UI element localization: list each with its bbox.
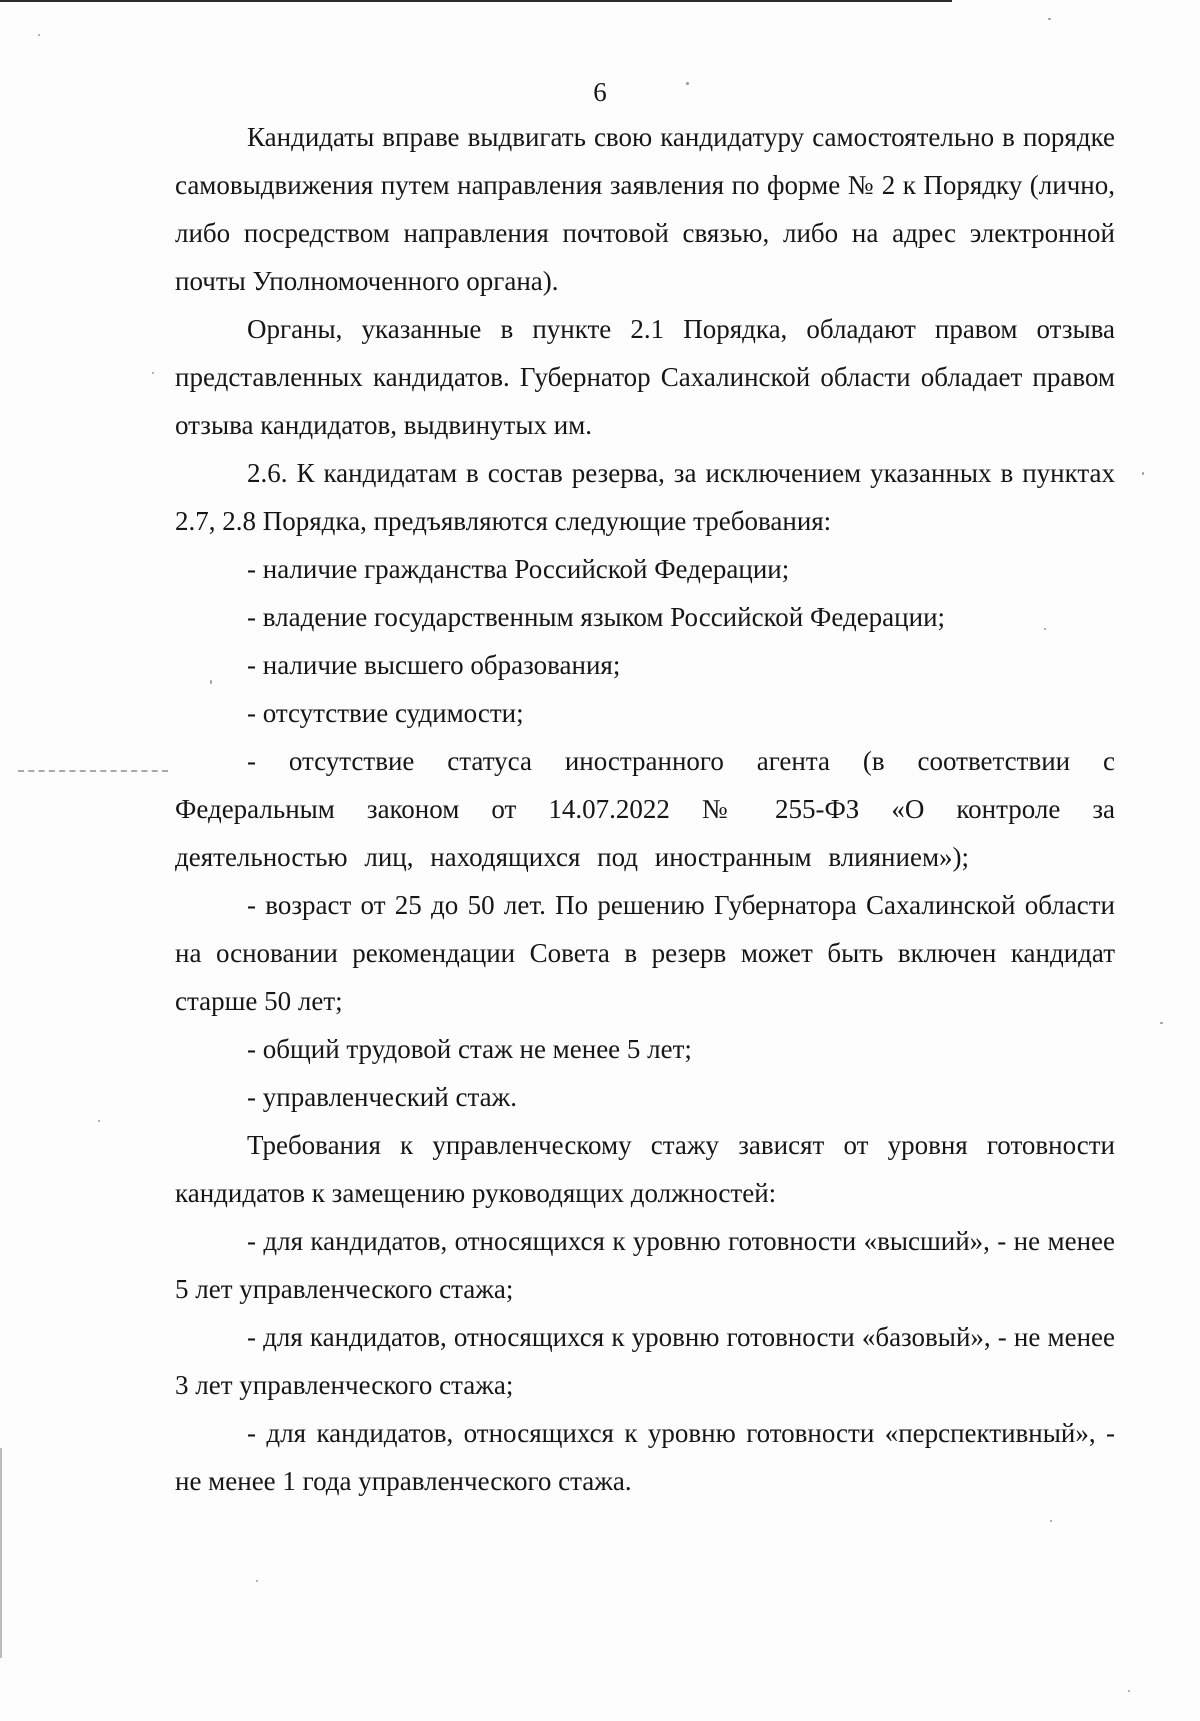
scan-edge-left	[0, 1448, 2, 1658]
paragraph-recall-right: Органы, указанные в пункте 2.1 Порядка, обладают правом отзыва представленных кандидатов. Губернатор Сахалинской области обладает правом отзыва кандидатов, выдвинутых им.	[175, 314, 1115, 440]
list-item-no-conviction: - отсутствие судимости;	[247, 698, 524, 728]
scan-speck	[38, 34, 40, 36]
scan-edge-top	[0, 0, 952, 2]
list-item-managerial-experience: - управленческий стаж.	[247, 1082, 517, 1112]
scan-speck	[152, 372, 154, 374]
list-item-level-prospective: - для кандидатов, относящихся к уровню готовности «перспективный», - не менее 1 года управленческого стажа.	[175, 1418, 1115, 1496]
list-item-citizenship: - наличие гражданства Российской Федерации;	[247, 554, 790, 584]
document-body	[175, 113, 1115, 1505]
page-number: 6	[593, 77, 607, 107]
list-item-age: - возраст от 25 до 50 лет. По решению Губернатора Сахалинской области на основании рекомендации Совета в резерв может быть включен кандидат старше 50 лет;	[175, 890, 1115, 1016]
scan-speck	[1048, 18, 1051, 20]
scan-speck	[1142, 472, 1144, 475]
list-item-education: - наличие высшего образования;	[247, 650, 621, 680]
paragraph-self-nomination: Кандидаты вправе выдвигать свою кандидатуру самостоятельно в порядке самовыдвижения путем направления заявления по форме № 2 к Порядку (лично, либо посредством направления почтовой связью, либо на адрес электронной почты Уполномоченного органа).	[175, 122, 1115, 296]
list-item-level-highest: - для кандидатов, относящихся к уровню готовности «высший», - не менее 5 лет управленческого стажа;	[175, 1226, 1115, 1304]
scan-speck	[1128, 1690, 1130, 1692]
scan-speck	[1050, 1520, 1052, 1522]
list-item-level-basic: - для кандидатов, относящихся к уровню готовности «базовый», - не менее 3 лет управленческого стажа;	[175, 1322, 1115, 1400]
list-item-no-foreign-agent-status: - отсутствие статуса иностранного агента (в соответствии с Федеральным законом от 14.07.2022 № 255-ФЗ «О контроле за деятельностью лиц, находящихся под иностранным влиянием»);	[175, 746, 1115, 872]
list-item-language: - владение государственным языком Российской Федерации;	[247, 602, 946, 632]
list-item-work-experience: - общий трудовой стаж не менее 5 лет;	[247, 1034, 692, 1064]
scan-speck	[1160, 1022, 1163, 1024]
scan-artifact-dashes	[18, 770, 168, 772]
paragraph-managerial-requirements: Требования к управленческому стажу зависят от уровня готовности кандидатов к замещению руководящих должностей:	[175, 1130, 1115, 1208]
paragraph-requirements-intro: 2.6. К кандидатам в состав резерва, за исключением указанных в пунктах 2.7, 2.8 Порядка, предъявляются следующие требования:	[175, 458, 1115, 536]
scan-speck	[256, 1580, 258, 1582]
scan-speck	[98, 1120, 100, 1122]
